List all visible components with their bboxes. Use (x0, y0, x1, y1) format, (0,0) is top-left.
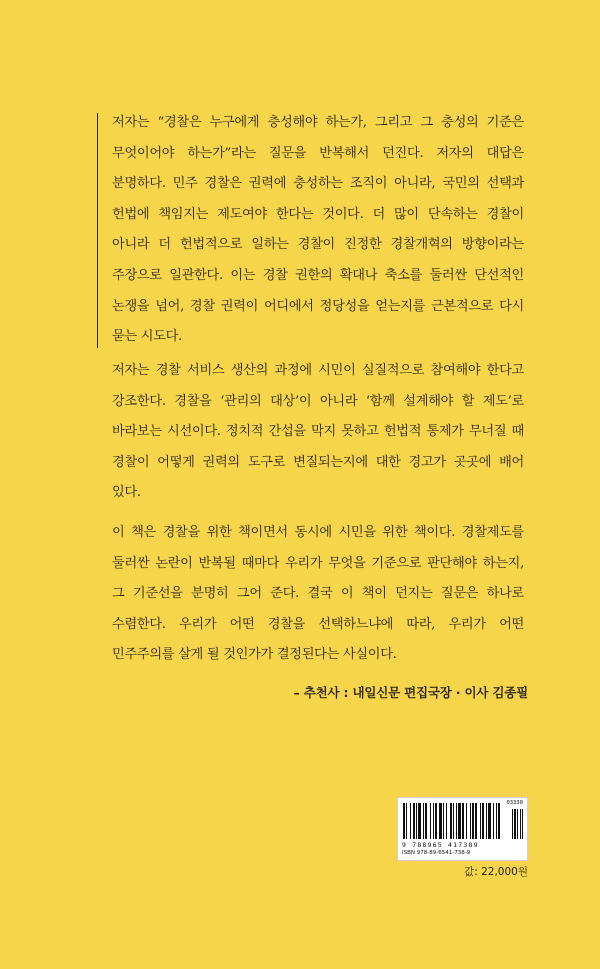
price-label: 값: 22,000원 (464, 866, 528, 878)
paragraph-2: 저자는 경찰 서비스 생산의 과정에 시민이 실질적으로 참여해야 한다고 강조한다. 경찰을 ‘관리의 대상’이 아니라 ‘함께 설계해야 할 제도’로 바라보는 시선이다. 정치적 간섭을 막지 못하고 헌법적 통제가 무너질 때 경찰이 어떻게 권력의 도구로 변질되는지에 대한 경고가 곳곳에 배어 있다. (112, 363, 524, 501)
paragraph-3: 이 책은 경찰을 위한 책이면서 동시에 시민을 위한 책이다. 경찰제도를 둘러싼 논란이 반복될 때마다 우리가 무엇을 기준으로 판단해야 하는지, 그 기준선을 분명히 그어 준다. 결국 이 책이 던지는 질문은 하나로 수렴한다. 우리가 어떤 경찰을 선택하느냐에 따라, 우리가 어떤 민주주의를 살게 될 것인가가 결정된다는 사실이다. (112, 525, 524, 663)
isbn-number: ISBN 978-89-6541-738-9 (402, 850, 471, 856)
isbn-barcode (397, 797, 528, 861)
paragraph-1: 저자는 “경찰은 누구에게 충성해야 하는가, 그리고 그 충성의 기준은 무엇이어야 하는가”라는 질문을 반복해서 던진다. 저자의 대답은 분명하다. 민주 경찰은 권력에 충성하는 조직이 아니라, 국민의 선택과 헌법에 책임지는 제도여야 한다는 것이다. 더 많이 단속하는 경찰이 아니라 더 헌법적으로 일하는 경찰이 진정한 경찰개혁의 방향이라는 주장으로 일관한다. 이는 경찰 권한의 확대나 축소를 둘러싼 단선적인 논쟁을 넘어, 경찰 권력이 어디에서 정당성을 얻는지를 근본적으로 다시 묻는 시도다. (112, 115, 524, 345)
barcode-digits: 9 788965 417389 (402, 841, 479, 849)
left-vertical-rule (97, 113, 98, 348)
barcode-addon-code: 03330 (506, 800, 523, 806)
recommendation-signature: – 추천사 : 내일신문 편집국장 · 이사 김종필 (293, 685, 528, 700)
